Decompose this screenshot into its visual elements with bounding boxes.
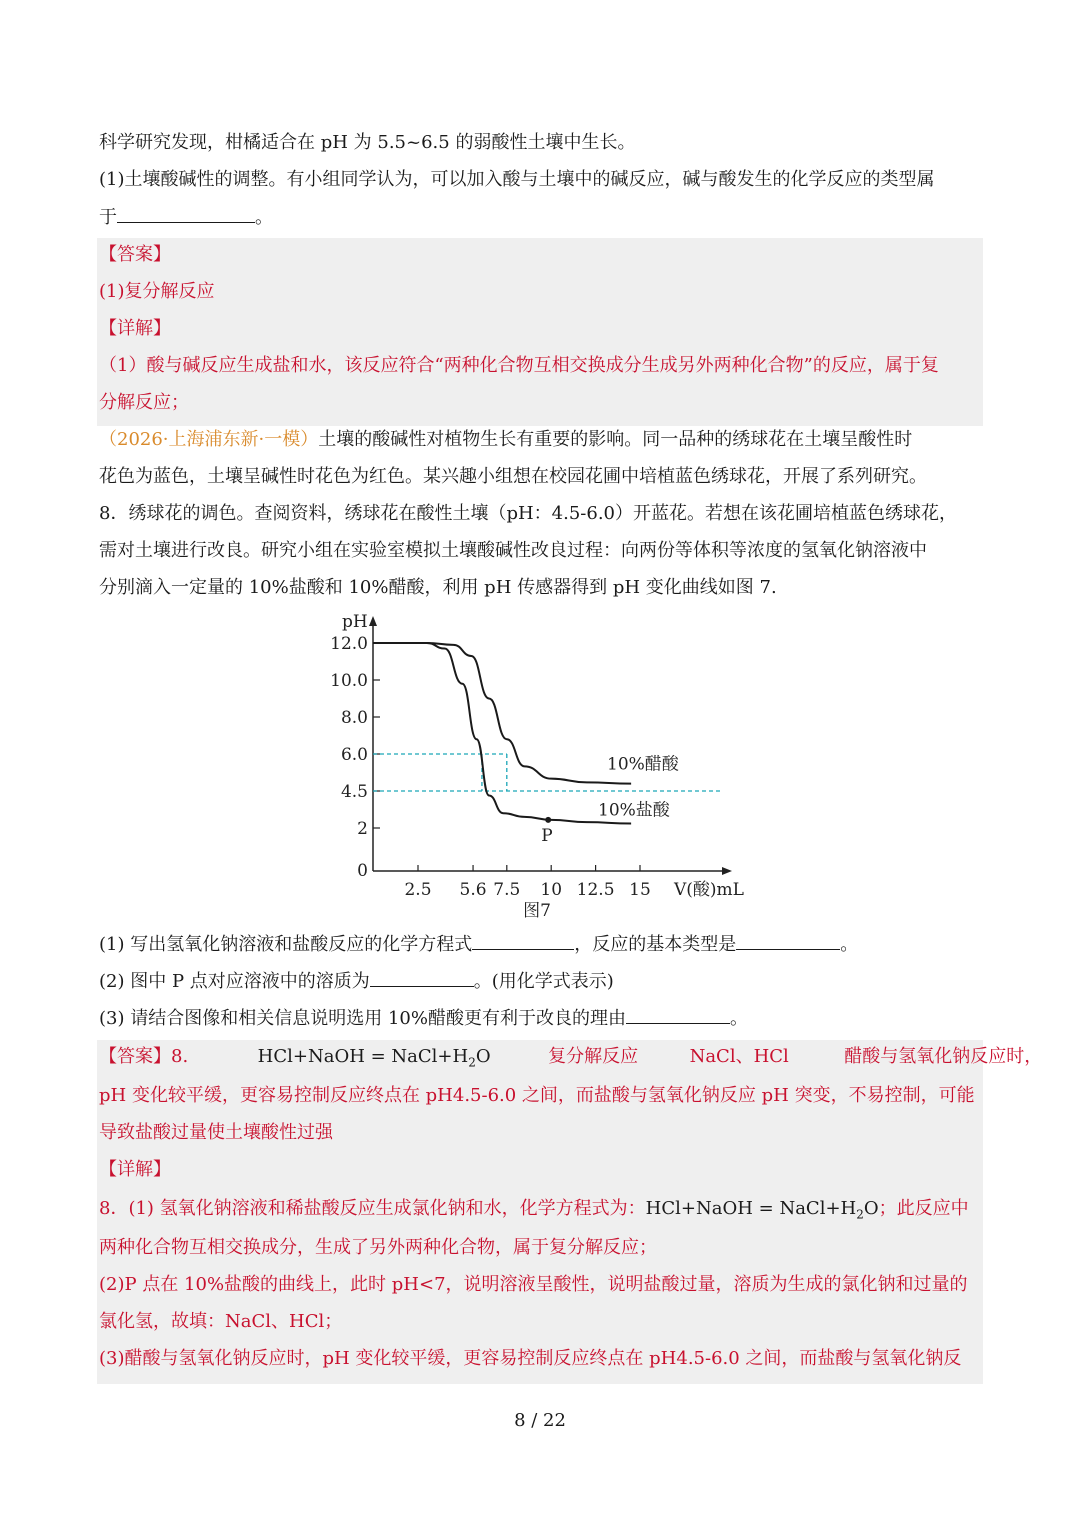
eq-end: O xyxy=(475,1046,491,1067)
sq2-pre: (2) 图中 P 点对应溶液中的溶质为 xyxy=(99,971,370,992)
sq3-post: 。 xyxy=(729,1008,748,1029)
question-1-line-2 xyxy=(99,204,273,231)
sq1-pre: (1) 写出氢氧化钠溶液和盐酸反应的化学方程式 xyxy=(99,934,473,955)
series-label-1: 10%盐酸 xyxy=(598,800,670,821)
sq3-pre: (3) 请结合图像和相关信息说明选用 10%醋酸更有利于改良的理由 xyxy=(99,1008,626,1029)
point-p-marker xyxy=(545,817,551,823)
source-text: 土壤的酸碱性对植物生长有重要的影响。同一品种的绣球花在土壤呈酸性时 xyxy=(318,429,913,450)
x-axis-label: V(酸)mL xyxy=(674,880,744,900)
detail-8-line-3: (2)P 点在 10%盐酸的曲线上，此时 pH<7，说明溶液呈酸性，说明盐酸过量，溶质为生成的氯化钠和过量的 xyxy=(99,1274,968,1295)
sub-question-1 xyxy=(99,931,858,958)
detail-2-label: 【详解】 xyxy=(99,1159,171,1180)
d8-eq-end: O xyxy=(863,1198,879,1219)
answer-8-type: 复分解反应 xyxy=(548,1046,639,1067)
y-tick-label: 8.0 xyxy=(340,708,368,728)
detail-label: 【详解】 xyxy=(99,318,171,339)
point-p-label: P xyxy=(541,825,553,846)
y-tick-label: 12.0 xyxy=(330,634,368,654)
y-tick-label: 4.5 xyxy=(340,782,368,802)
series-label-0: 10%醋酸 xyxy=(607,754,679,775)
d8-eq-main: HCl+NaOH = NaCl+H xyxy=(645,1198,857,1219)
d8-post: ；此反应中 xyxy=(878,1198,969,1219)
x-axis-arrow xyxy=(722,867,732,875)
page-number: 8 / 22 xyxy=(514,1410,566,1431)
x-tick-label: 2.5 xyxy=(404,880,432,900)
detail-8-line-2: 两种化合物互相交换成分，生成了另外两种化合物，属于复分解反应； xyxy=(99,1237,657,1258)
paragraph-2-line: 花色为蓝色，土壤呈碱性时花色为红色。某兴趣小组想在校园花圃中培植蓝色绣球花，开展了系列研究。 xyxy=(99,466,927,487)
series-line-0 xyxy=(373,643,631,784)
ph-chart xyxy=(320,608,760,928)
answer-8-solute: NaCl、HCl xyxy=(689,1046,789,1067)
eq-sub: 2 xyxy=(468,1055,476,1070)
chart-caption: 图7 xyxy=(523,901,551,921)
sq2-post: 。(用化学式表示) xyxy=(473,971,614,992)
solute-blank xyxy=(370,968,474,987)
answer-blank xyxy=(117,204,255,223)
type-blank xyxy=(736,931,840,950)
answer-8-line-2: pH 变化较平缓，更容易控制反应终点在 pH4.5-6.0 之间，而盐酸与氢氧化钠反应 pH 突变，不易控制，可能 xyxy=(99,1085,975,1106)
answer-1: (1)复分解反应 xyxy=(99,281,215,302)
y-tick-label: 2 xyxy=(357,819,368,839)
answer-8-equation xyxy=(257,1046,491,1070)
detail-1-line-1: （1）酸与碱反应生成盐和水，该反应符合“两种化合物互相交换成分生成另外两种化合物”的反应，属于复 xyxy=(99,355,939,376)
intro-text: 科学研究发现，柑橘适合在 pH 为 5.5~6.5 的弱酸性土壤中生长。 xyxy=(99,132,636,153)
detail-8-line-5: (3)醋酸与氢氧化钠反应时，pH 变化较平缓，更容易控制反应终点在 pH4.5-6.0 之间，而盐酸与氢氧化钠反 xyxy=(99,1348,962,1369)
answer-label: 【答案】 xyxy=(99,244,171,265)
x-tick-label: 7.5 xyxy=(493,880,521,900)
x-tick-label: 10 xyxy=(540,880,563,900)
sub-question-3 xyxy=(99,1005,748,1032)
d8-pre: 8．(1) 氢氧化钠溶液和稀盐酸反应生成氯化钠和水，化学方程式为： xyxy=(99,1198,646,1219)
question-8-line-2: 需对土壤进行改良。研究小组在实验室模拟土壤酸碱性改良过程：向两份等体积等浓度的氢氧化钠溶液中 xyxy=(99,540,927,561)
question-8-line-1: 8．绣球花的调色。查阅资料，绣球花在酸性土壤（pH：4.5-6.0）开蓝花。若想在该花圃培植蓝色绣球花， xyxy=(99,503,958,524)
y-axis-arrow xyxy=(369,616,377,626)
answer-8-label: 【答案】8. xyxy=(99,1046,189,1067)
answer-8-line-3: 导致盐酸过量使土壤酸性过强 xyxy=(99,1122,333,1143)
y-tick-label: 0 xyxy=(357,861,368,881)
question-8-line-3: 分别滴入一定量的 10%盐酸和 10%醋酸，利用 pH 传感器得到 pH 变化曲线如图 7. xyxy=(99,577,777,598)
eq-main: HCl+NaOH = NaCl+H xyxy=(257,1046,469,1067)
q1-post: 。 xyxy=(255,207,273,228)
detail-8-equation xyxy=(645,1198,879,1222)
x-tick-label: 12.5 xyxy=(576,880,615,900)
source-line xyxy=(99,427,912,453)
answer-block-1 xyxy=(97,238,983,426)
detail-8-line-4: 氯化氢，故填：NaCl、HCl； xyxy=(99,1311,343,1332)
d8-eq-sub: 2 xyxy=(856,1207,864,1222)
y-tick-label: 6.0 xyxy=(340,745,368,765)
x-tick-label: 5.6 xyxy=(459,880,487,900)
q1-pre: 于 xyxy=(99,207,117,228)
answer-8-reason-start: 醋酸与氢氧化钠反应时， xyxy=(844,1046,1043,1067)
reason-blank xyxy=(626,1005,730,1024)
source-tag: （2026·上海浦东新·一模） xyxy=(99,429,319,450)
y-tick-label: 10.0 xyxy=(330,671,368,691)
detail-8-line-1 xyxy=(99,1196,969,1228)
sq1-mid: ，反应的基本类型是 xyxy=(574,934,737,955)
detail-1-line-2: 分解反应； xyxy=(99,392,189,413)
equation-blank xyxy=(472,931,574,950)
question-1-line-1: (1)土壤酸碱性的调整。有小组同学认为，可以加入酸与土壤中的碱反应，碱与酸发生的化学反应的类型属 xyxy=(99,169,935,190)
y-axis-label: pH xyxy=(342,612,368,632)
sub-question-2 xyxy=(99,968,614,995)
answer-8-line-1 xyxy=(99,1044,1042,1076)
sq1-post: 。 xyxy=(840,934,859,955)
x-tick-label: 15 xyxy=(629,880,651,900)
